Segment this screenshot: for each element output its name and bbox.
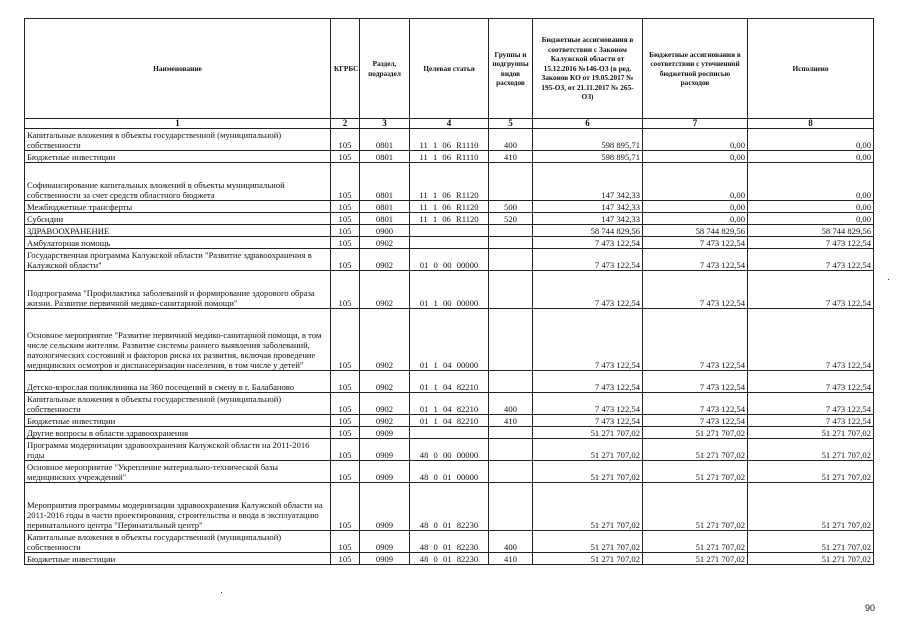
cell-section: 0909 [360, 427, 410, 439]
cell-target: 11 1 06 R1120 [410, 201, 489, 213]
cell-refined: 7 473 122,54 [643, 415, 748, 427]
cell-law: 7 473 122,54 [533, 237, 643, 249]
cell-section: 0902 [360, 249, 410, 271]
cell-refined: 0,00 [643, 213, 748, 225]
cell-target: 01 1 04 82210 [410, 371, 489, 393]
cell-section: 0902 [360, 237, 410, 249]
cell-law: 51 271 707,02 [533, 553, 643, 565]
cell-name: Подпрограмма "Профилактика заболеваний и формирование здорового образа жизни. Развитие первичной медико-санитарной помощи" [25, 271, 331, 309]
table-row [25, 553, 874, 565]
table-row [25, 225, 874, 237]
cell-kgrbs: 105 [331, 213, 360, 225]
cell-group [489, 427, 533, 439]
cell-refined: 51 271 707,02 [643, 483, 748, 531]
table-row [25, 249, 874, 271]
cell-section: 0801 [360, 213, 410, 225]
table-row [25, 151, 874, 163]
cell-kgrbs: 105 [331, 553, 360, 565]
cell-section: 0902 [360, 271, 410, 309]
cell-refined: 0,00 [643, 151, 748, 163]
cell-executed: 51 271 707,02 [748, 461, 874, 483]
table-row [25, 439, 874, 461]
cell-name: Капитальные вложения в объекты государственной (муниципальной) собственности [25, 393, 331, 415]
cell-section: 0902 [360, 371, 410, 393]
cell-refined: 7 473 122,54 [643, 271, 748, 309]
cell-group: 520 [489, 213, 533, 225]
cell-name: Детско-взрослая поликлиника на 360 посещений в смену в г. Балабаново [25, 371, 331, 393]
cell-target: 11 1 06 R1120 [410, 213, 489, 225]
cell-executed: 7 473 122,54 [748, 393, 874, 415]
cell-name: Бюджетные инвестиции [25, 151, 331, 163]
cell-refined: 51 271 707,02 [643, 427, 748, 439]
cell-law: 7 473 122,54 [533, 393, 643, 415]
column-number: 2 [331, 119, 360, 129]
cell-refined: 58 744 829,56 [643, 225, 748, 237]
cell-section: 0909 [360, 483, 410, 531]
cell-section: 0902 [360, 415, 410, 427]
cell-law: 51 271 707,02 [533, 427, 643, 439]
cell-group [489, 271, 533, 309]
cell-refined: 7 473 122,54 [643, 393, 748, 415]
table-row [25, 427, 874, 439]
scan-speck [888, 279, 889, 280]
cell-law: 7 473 122,54 [533, 415, 643, 427]
cell-name: ЗДРАВООХРАНЕНИЕ [25, 225, 331, 237]
cell-kgrbs: 105 [331, 237, 360, 249]
cell-name: Другие вопросы в области здравоохранения [25, 427, 331, 439]
cell-law: 51 271 707,02 [533, 531, 643, 553]
cell-group: 410 [489, 415, 533, 427]
table-row [25, 309, 874, 371]
table-row [25, 237, 874, 249]
table-row [25, 129, 874, 151]
scan-speck [221, 592, 222, 593]
table-row [25, 531, 874, 553]
cell-section: 0909 [360, 461, 410, 483]
cell-executed: 51 271 707,02 [748, 483, 874, 531]
cell-kgrbs: 105 [331, 483, 360, 531]
cell-section: 0909 [360, 531, 410, 553]
cell-target: 11 1 06 R1120 [410, 163, 489, 201]
column-number: 8 [748, 119, 874, 129]
cell-target: 48 0 00 00000 [410, 439, 489, 461]
cell-name: Основное мероприятие "Развитие первичной медико-санитарной помощи, в том числе сельским жителям. Развитие системы раннего выявления заболеваний, патологических состояний и факторов риска их развития, включая проведение медицинских осмотров и диспансеризации населения, в том числе у детей" [25, 309, 331, 371]
cell-section: 0801 [360, 129, 410, 151]
cell-group [489, 439, 533, 461]
cell-law: 147 342,33 [533, 201, 643, 213]
cell-refined: 51 271 707,02 [643, 531, 748, 553]
cell-executed: 7 473 122,54 [748, 237, 874, 249]
cell-kgrbs: 105 [331, 225, 360, 237]
cell-section: 0909 [360, 439, 410, 461]
header-name: Наименование [25, 19, 331, 119]
cell-executed: 0,00 [748, 163, 874, 201]
header-row [25, 19, 874, 119]
column-number-row [25, 119, 874, 129]
cell-law: 7 473 122,54 [533, 371, 643, 393]
cell-target: 48 0 01 82230 [410, 553, 489, 565]
cell-law: 598 895,71 [533, 151, 643, 163]
cell-name: Основное мероприятие "Укрепление материально-технической базы медицинских учреждений" [25, 461, 331, 483]
cell-group [489, 461, 533, 483]
cell-target [410, 427, 489, 439]
cell-section: 0900 [360, 225, 410, 237]
cell-group: 400 [489, 531, 533, 553]
budget-table [24, 18, 874, 565]
table-row [25, 271, 874, 309]
cell-section: 0909 [360, 553, 410, 565]
page-number: 90 [864, 603, 875, 613]
column-number: 1 [25, 119, 331, 129]
cell-refined: 51 271 707,02 [643, 461, 748, 483]
cell-executed: 51 271 707,02 [748, 553, 874, 565]
cell-group [489, 249, 533, 271]
header-executed: Исполнено [748, 19, 874, 119]
cell-target [410, 237, 489, 249]
header-kgrbs: КГРБС [331, 19, 360, 119]
cell-executed: 51 271 707,02 [748, 531, 874, 553]
cell-group: 500 [489, 201, 533, 213]
cell-kgrbs: 105 [331, 129, 360, 151]
cell-refined: 7 473 122,54 [643, 371, 748, 393]
cell-kgrbs: 105 [331, 249, 360, 271]
cell-name: Субсидии [25, 213, 331, 225]
cell-section: 0801 [360, 201, 410, 213]
table-row [25, 371, 874, 393]
cell-group [489, 225, 533, 237]
cell-refined: 7 473 122,54 [643, 237, 748, 249]
column-number: 6 [533, 119, 643, 129]
header-refined: Бюджетные ассигнования в соответствии с уточненной бюджетной росписью расходов [643, 19, 748, 119]
cell-name: Капитальные вложения в объекты государственной (муниципальной) собственности [25, 531, 331, 553]
cell-law: 598 895,71 [533, 129, 643, 151]
cell-name: Капитальные вложения в объекты государственной (муниципальной) собственности [25, 129, 331, 151]
cell-law: 58 744 829,56 [533, 225, 643, 237]
header-group: Группы и подгруппы видов расходов [489, 19, 533, 119]
header-section: Раздел, подраздел [360, 19, 410, 119]
cell-name: Мероприятия программы модернизации здравоохранения Калужской области на 2011-2016 годы в части проектирования, строительства и ввода в эксплуатацию перинатального центра "Перинатальный центр" [25, 483, 331, 531]
cell-law: 7 473 122,54 [533, 309, 643, 371]
cell-law: 147 342,33 [533, 163, 643, 201]
cell-target: 01 1 04 82210 [410, 393, 489, 415]
cell-group: 400 [489, 393, 533, 415]
cell-refined: 7 473 122,54 [643, 249, 748, 271]
cell-executed: 0,00 [748, 201, 874, 213]
cell-name: Программа модернизации здравоохранения Калужской области на 2011-2016 годы [25, 439, 331, 461]
cell-kgrbs: 105 [331, 439, 360, 461]
cell-group [489, 371, 533, 393]
cell-name: Межбюджетные трансферты [25, 201, 331, 213]
cell-kgrbs: 105 [331, 427, 360, 439]
cell-section: 0902 [360, 309, 410, 371]
cell-kgrbs: 105 [331, 531, 360, 553]
column-number: 5 [489, 119, 533, 129]
cell-law: 147 342,33 [533, 213, 643, 225]
cell-refined: 51 271 707,02 [643, 553, 748, 565]
cell-group [489, 483, 533, 531]
cell-kgrbs: 105 [331, 201, 360, 213]
cell-name: Софинансирование капитальных вложений в объекты муниципальной собственности за счет средств областного бюджета [25, 163, 331, 201]
table-row [25, 483, 874, 531]
table-row [25, 201, 874, 213]
header-law: Бюджетные ассигнования в соответствии с Законом Калужской области от 15.12.2016 №146-ОЗ (в ред. Законов КО от 19.05.2017 № 195-ОЗ, от 21.11.2017 № 265-ОЗ) [533, 19, 643, 119]
cell-target: 01 1 04 00000 [410, 309, 489, 371]
cell-executed: 7 473 122,54 [748, 371, 874, 393]
cell-name: Бюджетные инвестиции [25, 415, 331, 427]
table-row [25, 163, 874, 201]
cell-kgrbs: 105 [331, 271, 360, 309]
cell-target: 11 1 06 R1110 [410, 151, 489, 163]
column-number: 4 [410, 119, 489, 129]
cell-refined: 0,00 [643, 129, 748, 151]
cell-law: 51 271 707,02 [533, 483, 643, 531]
cell-name: Бюджетные инвестиции [25, 553, 331, 565]
cell-executed: 0,00 [748, 151, 874, 163]
cell-group [489, 163, 533, 201]
cell-target: 01 1 04 82210 [410, 415, 489, 427]
cell-executed: 7 473 122,54 [748, 309, 874, 371]
cell-section: 0801 [360, 151, 410, 163]
cell-law: 51 271 707,02 [533, 461, 643, 483]
column-number: 7 [643, 119, 748, 129]
cell-executed: 51 271 707,02 [748, 439, 874, 461]
cell-kgrbs: 105 [331, 371, 360, 393]
cell-target: 48 0 01 00000 [410, 461, 489, 483]
cell-target: 11 1 06 R1110 [410, 129, 489, 151]
header-target: Целевая статья [410, 19, 489, 119]
cell-target: 48 0 01 82230 [410, 531, 489, 553]
cell-group: 410 [489, 553, 533, 565]
cell-name: Государственная программа Калужской области "Развитие здравоохранения в Калужской области" [25, 249, 331, 271]
cell-kgrbs: 105 [331, 415, 360, 427]
cell-group: 410 [489, 151, 533, 163]
cell-executed: 7 473 122,54 [748, 271, 874, 309]
cell-executed: 51 271 707,02 [748, 427, 874, 439]
cell-refined: 51 271 707,02 [643, 439, 748, 461]
column-number: 3 [360, 119, 410, 129]
cell-refined: 0,00 [643, 163, 748, 201]
cell-target: 48 0 01 82230 [410, 483, 489, 531]
cell-kgrbs: 105 [331, 151, 360, 163]
cell-executed: 0,00 [748, 129, 874, 151]
cell-target: 01 0 00 00000 [410, 249, 489, 271]
cell-executed: 58 744 829,56 [748, 225, 874, 237]
cell-law: 51 271 707,02 [533, 439, 643, 461]
cell-kgrbs: 105 [331, 393, 360, 415]
cell-executed: 7 473 122,54 [748, 249, 874, 271]
cell-section: 0801 [360, 163, 410, 201]
table-row [25, 461, 874, 483]
cell-kgrbs: 105 [331, 309, 360, 371]
cell-group [489, 237, 533, 249]
cell-executed: 0,00 [748, 213, 874, 225]
cell-kgrbs: 105 [331, 163, 360, 201]
cell-group [489, 309, 533, 371]
cell-refined: 7 473 122,54 [643, 309, 748, 371]
table-row [25, 415, 874, 427]
cell-target: 01 1 00 00000 [410, 271, 489, 309]
cell-law: 7 473 122,54 [533, 271, 643, 309]
cell-name: Амбулаторная помощь [25, 237, 331, 249]
table-row [25, 393, 874, 415]
cell-section: 0902 [360, 393, 410, 415]
cell-executed: 7 473 122,54 [748, 415, 874, 427]
cell-group: 400 [489, 129, 533, 151]
cell-refined: 0,00 [643, 201, 748, 213]
table-row [25, 213, 874, 225]
cell-law: 7 473 122,54 [533, 249, 643, 271]
cell-target [410, 225, 489, 237]
cell-kgrbs: 105 [331, 461, 360, 483]
